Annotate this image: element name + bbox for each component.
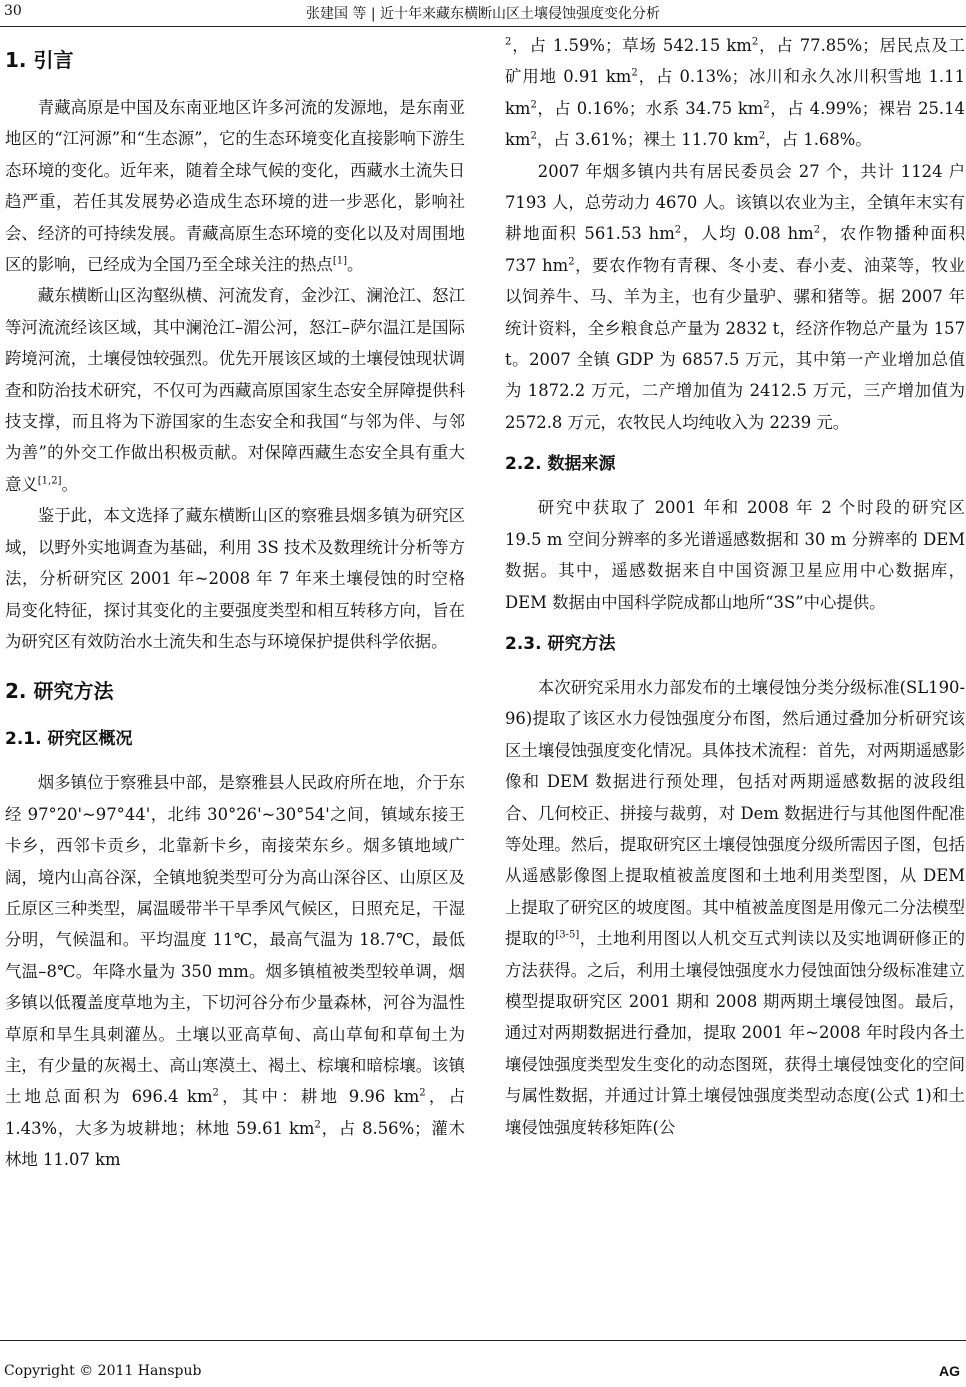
page-header	[0, 0, 966, 27]
citation: [1,2]	[37, 475, 62, 487]
journal-abbreviation: AG	[939, 1363, 960, 1379]
data-source-paragraph: 研究中获取了 2001 年和 2008 年 2 个时段的研究区 19.5 m 空间分辨率的多光谱遥感数据和 30 m 分辨率的 DEM 数据。其中，遥感数据来自中国资源卫星应用中心数据库，DEM 数据由中国科学院成都山地所“3S”中心提供。	[505, 498, 965, 612]
method-paragraph: 本次研究采用水力部发布的土壤侵蚀分类分级标准(SL190-96)提取了该区水力侵蚀强度分布图，然后通过叠加分析研究该区土壤侵蚀强度变化情况。具体技术流程：首先，对两期遥感影像和 DEM 数据进行预处理，包括对两期遥感数据的波段组合、几何校正、拼接与裁剪，对 Dem 数据进行与其他图件配准等处理。然后，提取研究区土壤侵蚀强度分级所需因子图，包括从遥感影像图上提取植被盖度图和土地利用类型图，从 DEM 上提取了研究区的坡度图。其中植被盖度图是用像元二分法模型提取的[3-5]，土地利用图以人机交互式判读以及实地调研修正的方法获得。之后，利用土壤侵蚀强度水力侵蚀面蚀分级标准建立模型提取研究区 2001 期和 2008 期两期土壤侵蚀图。最后，通过对两期数据进行叠加，提取 2001 年~2008 年时段内各土壤侵蚀强度类型发生变化的动态图斑，获得土壤侵蚀变化的空间与属性数据，并通过计算土壤侵蚀强度类型动态度(公式 1)和土壤侵蚀强度转移矩阵(公	[505, 677, 966, 1137]
intro-paragraph-3: 鉴于此，本文选择了藏东横断山区的察雅县烟多镇为研究区域，以野外实地调查为基础，利用 3S 技术及数理统计分析等方法，分析研究区 2001 年~2008 年 7 年来土壤侵蚀的时空格局变化特征，探讨其变化的主要强度类型和相互转移方向，旨在为研究区有效防治水土流失和生态与环境保护提供科学依据。	[5, 506, 465, 651]
citation: [3-5]	[555, 929, 580, 941]
section-heading-introduction: 1. 引言	[5, 48, 74, 72]
right-column	[505, 30, 965, 1143]
page-footer	[0, 1340, 966, 1387]
subsection-heading-study-area: 2.1. 研究区概况	[5, 729, 133, 750]
study-area-paragraph-1: 烟多镇位于察雅县中部，是察雅县人民政府所在地，介于东经 97°20'~97°44'，北纬 30°26'~30°54'之间，镇域东接王卡乡，西邻卡贡乡，北靠新卡乡，南接荣东乡。烟多镇地域广阔，境内山高谷深，全镇地貌类型可分为高山深谷区、山原区及丘原区三种类型，属温暖带半干旱季风气候区，日照充足，干湿分明，气候温和。平均温度 11℃，最高气温为 18.7℃，最低气温–8℃。年降水量为 350 mm。烟多镇植被类型较单调，烟多镇以低覆盖度草地为主，下切河谷分布少量森林，河谷为温性草原和旱生具刺灌丛。土壤以亚高草甸、高山草甸和草甸土为主，有少量的灰褐土、高山寒漠土、褐土、棕壤和暗棕壤。该镇土地总面积为 696.4 $km^2$，其中：耕地 9.96 $km^2$，占 1.43%，大多为坡耕地；林地 59.61 $km^2$，占 8.56%；灌木林地 11.07 km	[5, 773, 466, 1170]
left-column	[5, 30, 465, 1176]
intro-paragraph-2: 藏东横断山区沟壑纵横、河流发育，金沙江、澜沧江、怒江等河流流经该区域，其中澜沧江–湄公河，怒江–萨尔温江是国际跨境河流，土壤侵蚀较强烈。优先开展该区域的土壤侵蚀现状调查和防治技术研究，不仅可为西藏高原国家生态安全屏障提供科技支撑，而且将为下游国家的生态安全和我国“与邻为伴、与邻为善”的外交工作做出积极贡献。对保障西藏生态安全具有重大意义[1,2]。	[5, 286, 465, 494]
intro-paragraph-1: 青藏高原是中国及东南亚地区许多河流的发源地，是东南亚地区的“江河源”和“生态源”，它的生态环境变化直接影响下游生态环境的变化。近年来，随着全球气候的变化，西藏水土流失日趋严重，若任其发展势必造成生态环境的进一步恶化，影响社会、经济的可持续发展。青藏高原生态环境的变化以及对周围地区的影响，已经成为全国乃至全球关注的热点[1]。	[5, 98, 465, 275]
running-title: 张建国 等 | 近十年来藏东横断山区土壤侵蚀强度变化分析	[305, 6, 661, 22]
subsection-heading-method: 2.3. 研究方法	[505, 633, 616, 654]
subsection-heading-data-source: 2.2. 数据来源	[505, 454, 616, 475]
page-number: 30	[4, 3, 22, 19]
copyright-notice: Copyright © 2011 Hanspub	[4, 1363, 202, 1379]
study-area-paragraph-2: 2007 年烟多镇内共有居民委员会 27 个，共计 1124 户 7193 人，总劳动力 4670 人。该镇以农业为主，全镇年末实有耕地面积 561.53 $hm^2$，人均 0.08 $hm^2$，农作物播种面积 737 $hm^2$，要农作物有青稞、冬小麦、春小麦、油菜等，牧业以饲养牛、马、羊为主，也有少量驴、骡和猪等。据 2007 年统计资料，全乡粮食总产量为 2832 t，经济作物总产量为 157 t。2007 全镇 GDP 为 6857.5 万元，其中第一产业增加总值为 1872.2 万元，二产增加值为 2412.5 万元，三产增加值为 2572.8 万元，农牧民人均纯收入为 2239 元。	[505, 161, 966, 432]
study-area-paragraph-1-continued: $^2$，占 1.59%；草场 542.15 $km^2$，占 77.85%；居民点及工矿用地 0.91 $km^2$，占 0.13%；冰川和永久冰川积雪地 1.11 $km^2$，占 0.16%；水系 34.75 $km^2$，占 4.99%；裸岩 25.14 $km^2$，占 3.61%；裸土 11.70 $km^2$，占 1.68%。	[505, 36, 966, 150]
citation: [1]	[332, 255, 347, 267]
section-heading-methods: 2. 研究方法	[5, 679, 114, 704]
